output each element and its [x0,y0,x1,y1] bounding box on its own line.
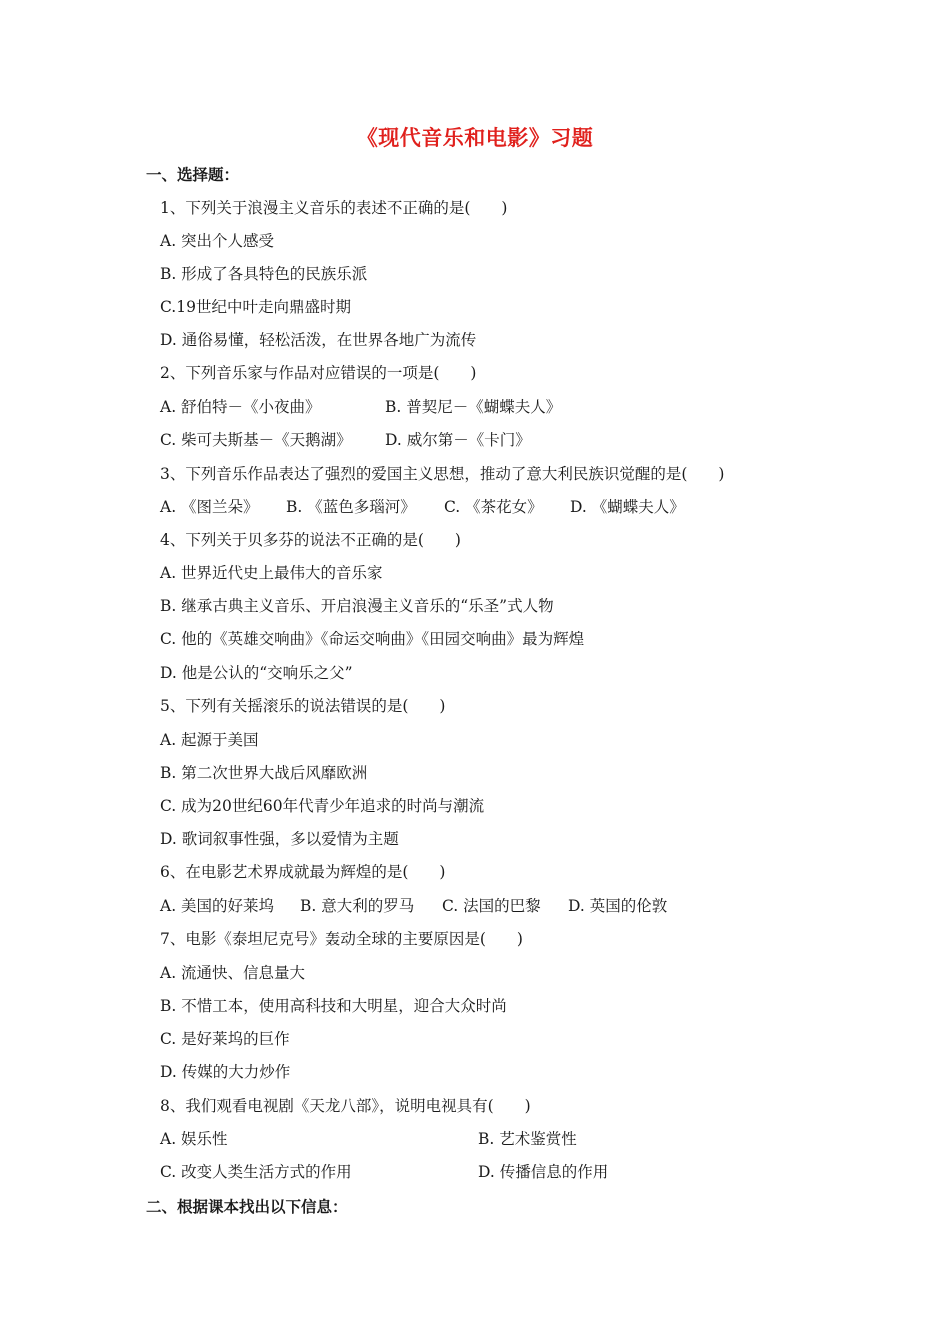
question-3-stem: 3、下列音乐作品表达了强烈的爱国主义思想，推动了意大利民族识觉醒的是( ) [160,465,725,483]
question-2-options-row-2 [160,428,531,450]
question-6-option-c: C. 法国的巴黎 [442,897,541,915]
question-5-option-c: C. 成为20世纪60年代青少年追求的时尚与潮流 [160,797,485,815]
question-6-stem: 6、在电影艺术界成就最为辉煌的是( ) [160,863,446,881]
section-heading-choice: 一、选择题： [146,166,240,184]
question-2-option-d: D. 威尔第－《卡门》 [385,431,531,449]
question-6-option-b: B. 意大利的罗马 [300,897,415,915]
question-4-option-d: D. 他是公认的“交响乐之父” [160,664,353,682]
question-4-option-c: C. 他的《英雄交响曲》《命运交响曲》《田园交响曲》最为辉煌 [160,630,585,648]
question-7-option-c: C. 是好莱坞的巨作 [160,1030,290,1048]
question-3-option-c: C. 《茶花女》 [444,498,543,516]
question-5-option-a: A. 起源于美国 [160,731,259,749]
question-5-option-b: B. 第二次世界大战后风靡欧洲 [160,764,368,782]
question-6-option-d: D. 英国的伦敦 [568,897,668,915]
question-6-options-row [160,894,667,916]
question-6-option-a: A. 美国的好莱坞 [160,897,275,915]
question-3-option-d: D. 《蝴蝶夫人》 [570,498,685,516]
question-8-option-d: D. 传播信息的作用 [478,1163,609,1181]
question-3-option-b: B. 《蓝色多瑙河》 [286,498,416,516]
question-2-option-c: C. 柴可夫斯基－《天鹅湖》 [160,431,352,449]
question-4-option-a: A. 世界近代史上最伟大的音乐家 [160,564,383,582]
section-heading-info: 二、根据课本找出以下信息： [146,1198,348,1216]
question-1-option-a: A. 突出个人感受 [160,232,275,250]
question-1-option-b: B. 形成了各具特色的民族乐派 [160,265,368,283]
question-7-stem: 7、电影《泰坦尼克号》轰动全球的主要原因是( ) [160,930,523,948]
question-7-option-b: B. 不惜工本，使用高科技和大明星，迎合大众时尚 [160,997,507,1015]
question-1-stem: 1、下列关于浪漫主义音乐的表述不正确的是( ) [160,199,508,217]
page-title: 《现代音乐和电影》习题 [356,125,594,150]
question-2-option-a: A. 舒伯特－《小夜曲》 [160,398,321,416]
question-3-option-a: A. 《图兰朵》 [160,498,259,516]
question-1-option-d: D. 通俗易懂，轻松活泼，在世界各地广为流传 [160,331,477,349]
question-8-option-c: C. 改变人类生活方式的作用 [160,1163,352,1181]
question-2-stem: 2、下列音乐家与作品对应错误的一项是( ) [160,364,477,382]
question-7-option-d: D. 传媒的大力炒作 [160,1063,291,1081]
question-2-options-row-1 [160,395,561,417]
question-8-stem: 8、我们观看电视剧《天龙八部》，说明电视具有( ) [160,1097,531,1115]
question-5-option-d: D. 歌词叙事性强，多以爱情为主题 [160,830,399,848]
question-8-option-a: A. 娱乐性 [160,1130,228,1148]
question-3-options-row [160,495,685,517]
question-2-option-b: B. 普契尼－《蝴蝶夫人》 [385,398,562,416]
question-7-option-a: A. 流通快、信息量大 [160,964,306,982]
question-1-option-c: C.19世纪中叶走向鼎盛时期 [160,298,351,316]
question-8-option-b: B. 艺术鉴赏性 [478,1130,577,1148]
question-4-stem: 4、下列关于贝多芬的说法不正确的是( ) [160,531,461,549]
question-4-option-b: B. 继承古典主义音乐、开启浪漫主义音乐的“乐圣”式人物 [160,597,554,615]
question-5-stem: 5、下列有关摇滚乐的说法错误的是( ) [160,697,446,715]
